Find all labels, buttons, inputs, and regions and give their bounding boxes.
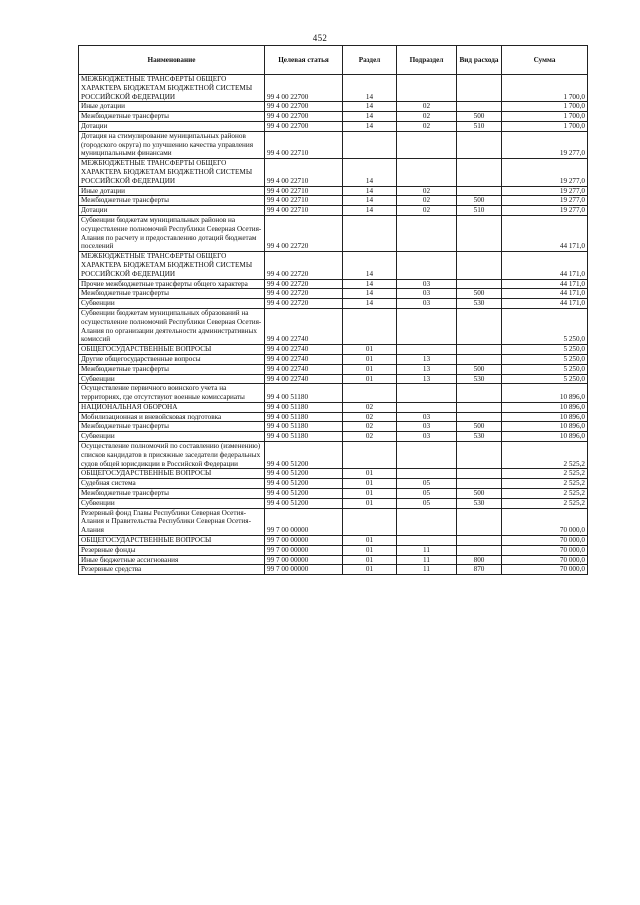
cell-section: 01 [343, 479, 397, 489]
cell-subsection: 03 [397, 299, 457, 309]
cell-subsection [397, 442, 457, 469]
cell-code: 99 4 00 22710 [265, 131, 343, 158]
cell-expense-type [457, 75, 502, 102]
cell-expense-type: 500 [457, 289, 502, 299]
cell-subsection: 02 [397, 102, 457, 112]
table-row [79, 479, 588, 489]
cell-expense-type [457, 508, 502, 535]
cell-section: 01 [343, 469, 397, 479]
cell-code: 99 7 00 00000 [265, 565, 343, 575]
cell-subsection [397, 469, 457, 479]
cell-amount: 1 700,0 [502, 112, 588, 122]
cell-name: Субвенции [79, 374, 265, 384]
cell-name: ОБЩЕГОСУДАРСТВЕННЫЕ ВОПРОСЫ [79, 469, 265, 479]
cell-subsection: 02 [397, 112, 457, 122]
cell-subsection [397, 508, 457, 535]
table-row [79, 196, 588, 206]
cell-subsection [397, 402, 457, 412]
cell-section: 14 [343, 279, 397, 289]
cell-code: 99 4 00 22710 [265, 159, 343, 186]
cell-amount: 19 277,0 [502, 186, 588, 196]
table-row [79, 121, 588, 131]
cell-expense-type: 510 [457, 121, 502, 131]
cell-section [343, 508, 397, 535]
cell-name: Дотация на стимулирование муниципальных районов (городского округа) по улучшению качества управления муниципальными финансами [79, 131, 265, 158]
cell-name: Другие общегосударственные вопросы [79, 354, 265, 364]
cell-expense-type: 530 [457, 498, 502, 508]
cell-expense-type: 500 [457, 489, 502, 499]
table-row [79, 498, 588, 508]
cell-name: НАЦИОНАЛЬНАЯ ОБОРОНА [79, 402, 265, 412]
cell-subsection: 03 [397, 289, 457, 299]
table-row [79, 354, 588, 364]
cell-amount: 44 171,0 [502, 299, 588, 309]
cell-name: Осуществление первичного воинского учета на территориях, где отсутствуют военные комиссариаты [79, 384, 265, 403]
cell-name: Дотации [79, 121, 265, 131]
cell-expense-type [457, 279, 502, 289]
cell-amount: 44 171,0 [502, 252, 588, 279]
cell-name: Субвенции [79, 498, 265, 508]
cell-amount: 10 896,0 [502, 432, 588, 442]
cell-expense-type [457, 402, 502, 412]
table-row [79, 299, 588, 309]
cell-section: 01 [343, 489, 397, 499]
cell-name: Субвенции [79, 432, 265, 442]
cell-expense-type [457, 102, 502, 112]
cell-code: 99 7 00 00000 [265, 545, 343, 555]
cell-code: 99 4 00 22740 [265, 364, 343, 374]
cell-expense-type [457, 308, 502, 344]
cell-expense-type [457, 354, 502, 364]
header-expense-type: Вид расхода [457, 46, 502, 75]
cell-code: 99 4 00 51180 [265, 402, 343, 412]
cell-code: 99 4 00 51180 [265, 384, 343, 403]
cell-section: 01 [343, 354, 397, 364]
cell-subsection [397, 252, 457, 279]
cell-amount: 5 250,0 [502, 308, 588, 344]
cell-subsection: 03 [397, 432, 457, 442]
cell-section [343, 442, 397, 469]
table-row [79, 555, 588, 565]
cell-expense-type [457, 412, 502, 422]
cell-name: Межбюджетные трансферты [79, 364, 265, 374]
cell-section: 01 [343, 374, 397, 384]
cell-expense-type: 500 [457, 364, 502, 374]
cell-expense-type [457, 215, 502, 251]
cell-expense-type: 530 [457, 432, 502, 442]
cell-section [343, 384, 397, 403]
cell-code: 99 4 00 51180 [265, 432, 343, 442]
table-row [79, 206, 588, 216]
cell-section: 01 [343, 555, 397, 565]
cell-code: 99 4 00 22720 [265, 289, 343, 299]
cell-amount: 2 525,2 [502, 442, 588, 469]
cell-section: 01 [343, 345, 397, 355]
cell-amount: 5 250,0 [502, 354, 588, 364]
cell-section: 02 [343, 402, 397, 412]
cell-code: 99 4 00 22710 [265, 196, 343, 206]
table-row [79, 131, 588, 158]
cell-amount: 10 896,0 [502, 422, 588, 432]
cell-section: 14 [343, 186, 397, 196]
cell-amount: 2 525,2 [502, 469, 588, 479]
table-row [79, 545, 588, 555]
cell-code: 99 4 00 22720 [265, 252, 343, 279]
cell-name: Дотации [79, 206, 265, 216]
table-row [79, 442, 588, 469]
cell-code: 99 4 00 22720 [265, 279, 343, 289]
cell-subsection: 03 [397, 412, 457, 422]
table-row [79, 412, 588, 422]
cell-code: 99 4 00 51200 [265, 479, 343, 489]
table-row [79, 112, 588, 122]
cell-section [343, 215, 397, 251]
table-row [79, 508, 588, 535]
table-row [79, 215, 588, 251]
cell-amount: 70 000,0 [502, 536, 588, 546]
cell-name: Мобилизационная и вневойсковая подготовка [79, 412, 265, 422]
cell-section: 02 [343, 432, 397, 442]
cell-section: 14 [343, 289, 397, 299]
cell-section: 01 [343, 364, 397, 374]
cell-code: 99 4 00 22740 [265, 354, 343, 364]
cell-expense-type: 510 [457, 206, 502, 216]
table-row [79, 308, 588, 344]
header-subsection: Подраздел [397, 46, 457, 75]
cell-name: Судебная система [79, 479, 265, 489]
cell-section: 01 [343, 536, 397, 546]
cell-expense-type [457, 469, 502, 479]
table-header-row [79, 46, 588, 75]
cell-name: Резервные средства [79, 565, 265, 575]
cell-amount: 19 277,0 [502, 159, 588, 186]
table-row [79, 384, 588, 403]
cell-expense-type: 500 [457, 196, 502, 206]
cell-amount: 70 000,0 [502, 565, 588, 575]
cell-section: 14 [343, 206, 397, 216]
cell-name: МЕЖБЮДЖЕТНЫЕ ТРАНСФЕРТЫ ОБЩЕГО ХАРАКТЕРА БЮДЖЕТАМ БЮДЖЕТНОЙ СИСТЕМЫ РОССИЙСКОЙ ФЕДЕРАЦИИ [79, 159, 265, 186]
table-row [79, 469, 588, 479]
cell-name: Резервные фонды [79, 545, 265, 555]
cell-name: Прочие межбюджетные трансферты общего характера [79, 279, 265, 289]
table-row [79, 374, 588, 384]
cell-code: 99 4 00 51200 [265, 489, 343, 499]
cell-amount: 19 277,0 [502, 131, 588, 158]
cell-amount: 1 700,0 [502, 75, 588, 102]
cell-expense-type [457, 345, 502, 355]
cell-code: 99 4 00 51180 [265, 422, 343, 432]
cell-amount: 19 277,0 [502, 196, 588, 206]
header-section: Раздел [343, 46, 397, 75]
cell-name: Межбюджетные трансферты [79, 489, 265, 499]
cell-amount: 1 700,0 [502, 102, 588, 112]
table-row [79, 402, 588, 412]
cell-section: 14 [343, 121, 397, 131]
table-row [79, 422, 588, 432]
cell-name: ОБЩЕГОСУДАРСТВЕННЫЕ ВОПРОСЫ [79, 345, 265, 355]
cell-amount: 19 277,0 [502, 206, 588, 216]
cell-section: 02 [343, 412, 397, 422]
cell-expense-type: 870 [457, 565, 502, 575]
cell-expense-type [457, 131, 502, 158]
cell-code: 99 4 00 22710 [265, 206, 343, 216]
cell-amount: 44 171,0 [502, 215, 588, 251]
cell-subsection [397, 159, 457, 186]
cell-code: 99 4 00 51200 [265, 442, 343, 469]
table-row [79, 289, 588, 299]
cell-amount: 10 896,0 [502, 412, 588, 422]
cell-amount: 5 250,0 [502, 374, 588, 384]
cell-code: 99 4 00 22740 [265, 374, 343, 384]
cell-code: 99 4 00 22740 [265, 345, 343, 355]
cell-expense-type [457, 442, 502, 469]
table-row [79, 345, 588, 355]
table-row [79, 364, 588, 374]
table-row [79, 432, 588, 442]
cell-subsection: 13 [397, 374, 457, 384]
table-row [79, 102, 588, 112]
cell-name: Межбюджетные трансферты [79, 196, 265, 206]
cell-section: 14 [343, 299, 397, 309]
cell-code: 99 4 00 22700 [265, 121, 343, 131]
table-row [79, 75, 588, 102]
cell-expense-type: 500 [457, 422, 502, 432]
table-row [79, 159, 588, 186]
cell-amount: 70 000,0 [502, 555, 588, 565]
cell-expense-type [457, 186, 502, 196]
cell-amount: 10 896,0 [502, 384, 588, 403]
cell-subsection: 03 [397, 422, 457, 432]
cell-name: Иные дотации [79, 102, 265, 112]
cell-amount: 2 525,2 [502, 489, 588, 499]
cell-section: 14 [343, 196, 397, 206]
cell-subsection: 05 [397, 479, 457, 489]
cell-name: Межбюджетные трансферты [79, 112, 265, 122]
table-row [79, 536, 588, 546]
cell-amount: 5 250,0 [502, 345, 588, 355]
page-number: 452 [312, 33, 328, 43]
cell-name: Иные бюджетные ассигнования [79, 555, 265, 565]
cell-name: Субвенции [79, 299, 265, 309]
cell-subsection [397, 536, 457, 546]
cell-code: 99 4 00 22710 [265, 186, 343, 196]
cell-subsection: 13 [397, 354, 457, 364]
budget-table [78, 45, 588, 575]
cell-amount: 2 525,2 [502, 498, 588, 508]
cell-subsection [397, 384, 457, 403]
cell-expense-type [457, 545, 502, 555]
cell-name: МЕЖБЮДЖЕТНЫЕ ТРАНСФЕРТЫ ОБЩЕГО ХАРАКТЕРА БЮДЖЕТАМ БЮДЖЕТНОЙ СИСТЕМЫ РОССИЙСКОЙ ФЕДЕРАЦИИ [79, 252, 265, 279]
cell-expense-type: 500 [457, 112, 502, 122]
header-name: Наименование [79, 46, 265, 75]
cell-code: 99 4 00 22740 [265, 308, 343, 344]
cell-expense-type [457, 384, 502, 403]
cell-section: 14 [343, 75, 397, 102]
cell-name: Осуществление полномочий по составлению (изменению) списков кандидатов в присяжные заседатели федеральных судов общей юрисдикции в Российской Федерации [79, 442, 265, 469]
cell-section: 14 [343, 112, 397, 122]
cell-name: Межбюджетные трансферты [79, 422, 265, 432]
cell-code: 99 4 00 22720 [265, 215, 343, 251]
cell-amount: 10 896,0 [502, 402, 588, 412]
cell-expense-type: 530 [457, 299, 502, 309]
cell-amount: 44 171,0 [502, 289, 588, 299]
cell-subsection [397, 75, 457, 102]
table-row [79, 565, 588, 575]
cell-subsection: 11 [397, 545, 457, 555]
cell-name: Иные дотации [79, 186, 265, 196]
cell-name: Субвенции бюджетам муниципальных образований на осуществление полномочий Республики Северная Осетия-Алания по организации деятельности административных комиссий [79, 308, 265, 344]
cell-subsection: 02 [397, 121, 457, 131]
cell-section: 14 [343, 252, 397, 279]
cell-section: 02 [343, 422, 397, 432]
cell-code: 99 7 00 00000 [265, 536, 343, 546]
cell-section: 14 [343, 102, 397, 112]
cell-subsection [397, 345, 457, 355]
cell-section: 14 [343, 159, 397, 186]
cell-code: 99 4 00 51180 [265, 412, 343, 422]
cell-subsection: 13 [397, 364, 457, 374]
cell-amount: 70 000,0 [502, 545, 588, 555]
cell-code: 99 4 00 22700 [265, 75, 343, 102]
cell-name: Субвенции бюджетам муниципальных районов на осуществление полномочий Республики Северная Осетия-Алания по расчету и предоставлению дотаций бюджетам поселений [79, 215, 265, 251]
cell-subsection [397, 308, 457, 344]
cell-name: Резервный фонд Главы Республики Северная Осетия-Алания и Правительства Республики Северная Осетия-Алания [79, 508, 265, 535]
table-row [79, 186, 588, 196]
cell-expense-type [457, 252, 502, 279]
cell-amount: 5 250,0 [502, 364, 588, 374]
cell-subsection: 05 [397, 498, 457, 508]
cell-expense-type [457, 536, 502, 546]
cell-expense-type: 530 [457, 374, 502, 384]
cell-expense-type [457, 479, 502, 489]
table-row [79, 252, 588, 279]
cell-code: 99 4 00 51200 [265, 469, 343, 479]
cell-expense-type [457, 159, 502, 186]
header-amount: Сумма [502, 46, 588, 75]
cell-subsection: 02 [397, 206, 457, 216]
cell-amount: 70 000,0 [502, 508, 588, 535]
cell-subsection: 11 [397, 565, 457, 575]
cell-subsection: 02 [397, 196, 457, 206]
cell-section [343, 308, 397, 344]
cell-code: 99 7 00 00000 [265, 555, 343, 565]
table-row [79, 489, 588, 499]
cell-expense-type: 800 [457, 555, 502, 565]
cell-name: МЕЖБЮДЖЕТНЫЕ ТРАНСФЕРТЫ ОБЩЕГО ХАРАКТЕРА БЮДЖЕТАМ БЮДЖЕТНОЙ СИСТЕМЫ РОССИЙСКОЙ ФЕДЕРАЦИИ [79, 75, 265, 102]
table-row [79, 279, 588, 289]
cell-subsection: 03 [397, 279, 457, 289]
cell-section: 01 [343, 498, 397, 508]
cell-section: 01 [343, 545, 397, 555]
cell-amount: 2 525,2 [502, 479, 588, 489]
cell-subsection [397, 215, 457, 251]
cell-subsection: 02 [397, 186, 457, 196]
cell-subsection [397, 131, 457, 158]
cell-amount: 1 700,0 [502, 121, 588, 131]
cell-name: ОБЩЕГОСУДАРСТВЕННЫЕ ВОПРОСЫ [79, 536, 265, 546]
cell-code: 99 4 00 22720 [265, 299, 343, 309]
cell-name: Межбюджетные трансферты [79, 289, 265, 299]
cell-subsection: 11 [397, 555, 457, 565]
cell-code: 99 7 00 00000 [265, 508, 343, 535]
cell-code: 99 4 00 22700 [265, 102, 343, 112]
cell-subsection: 05 [397, 489, 457, 499]
cell-amount: 44 171,0 [502, 279, 588, 289]
cell-section: 01 [343, 565, 397, 575]
cell-section [343, 131, 397, 158]
header-code: Целевая статья [265, 46, 343, 75]
cell-code: 99 4 00 22700 [265, 112, 343, 122]
cell-code: 99 4 00 51200 [265, 498, 343, 508]
